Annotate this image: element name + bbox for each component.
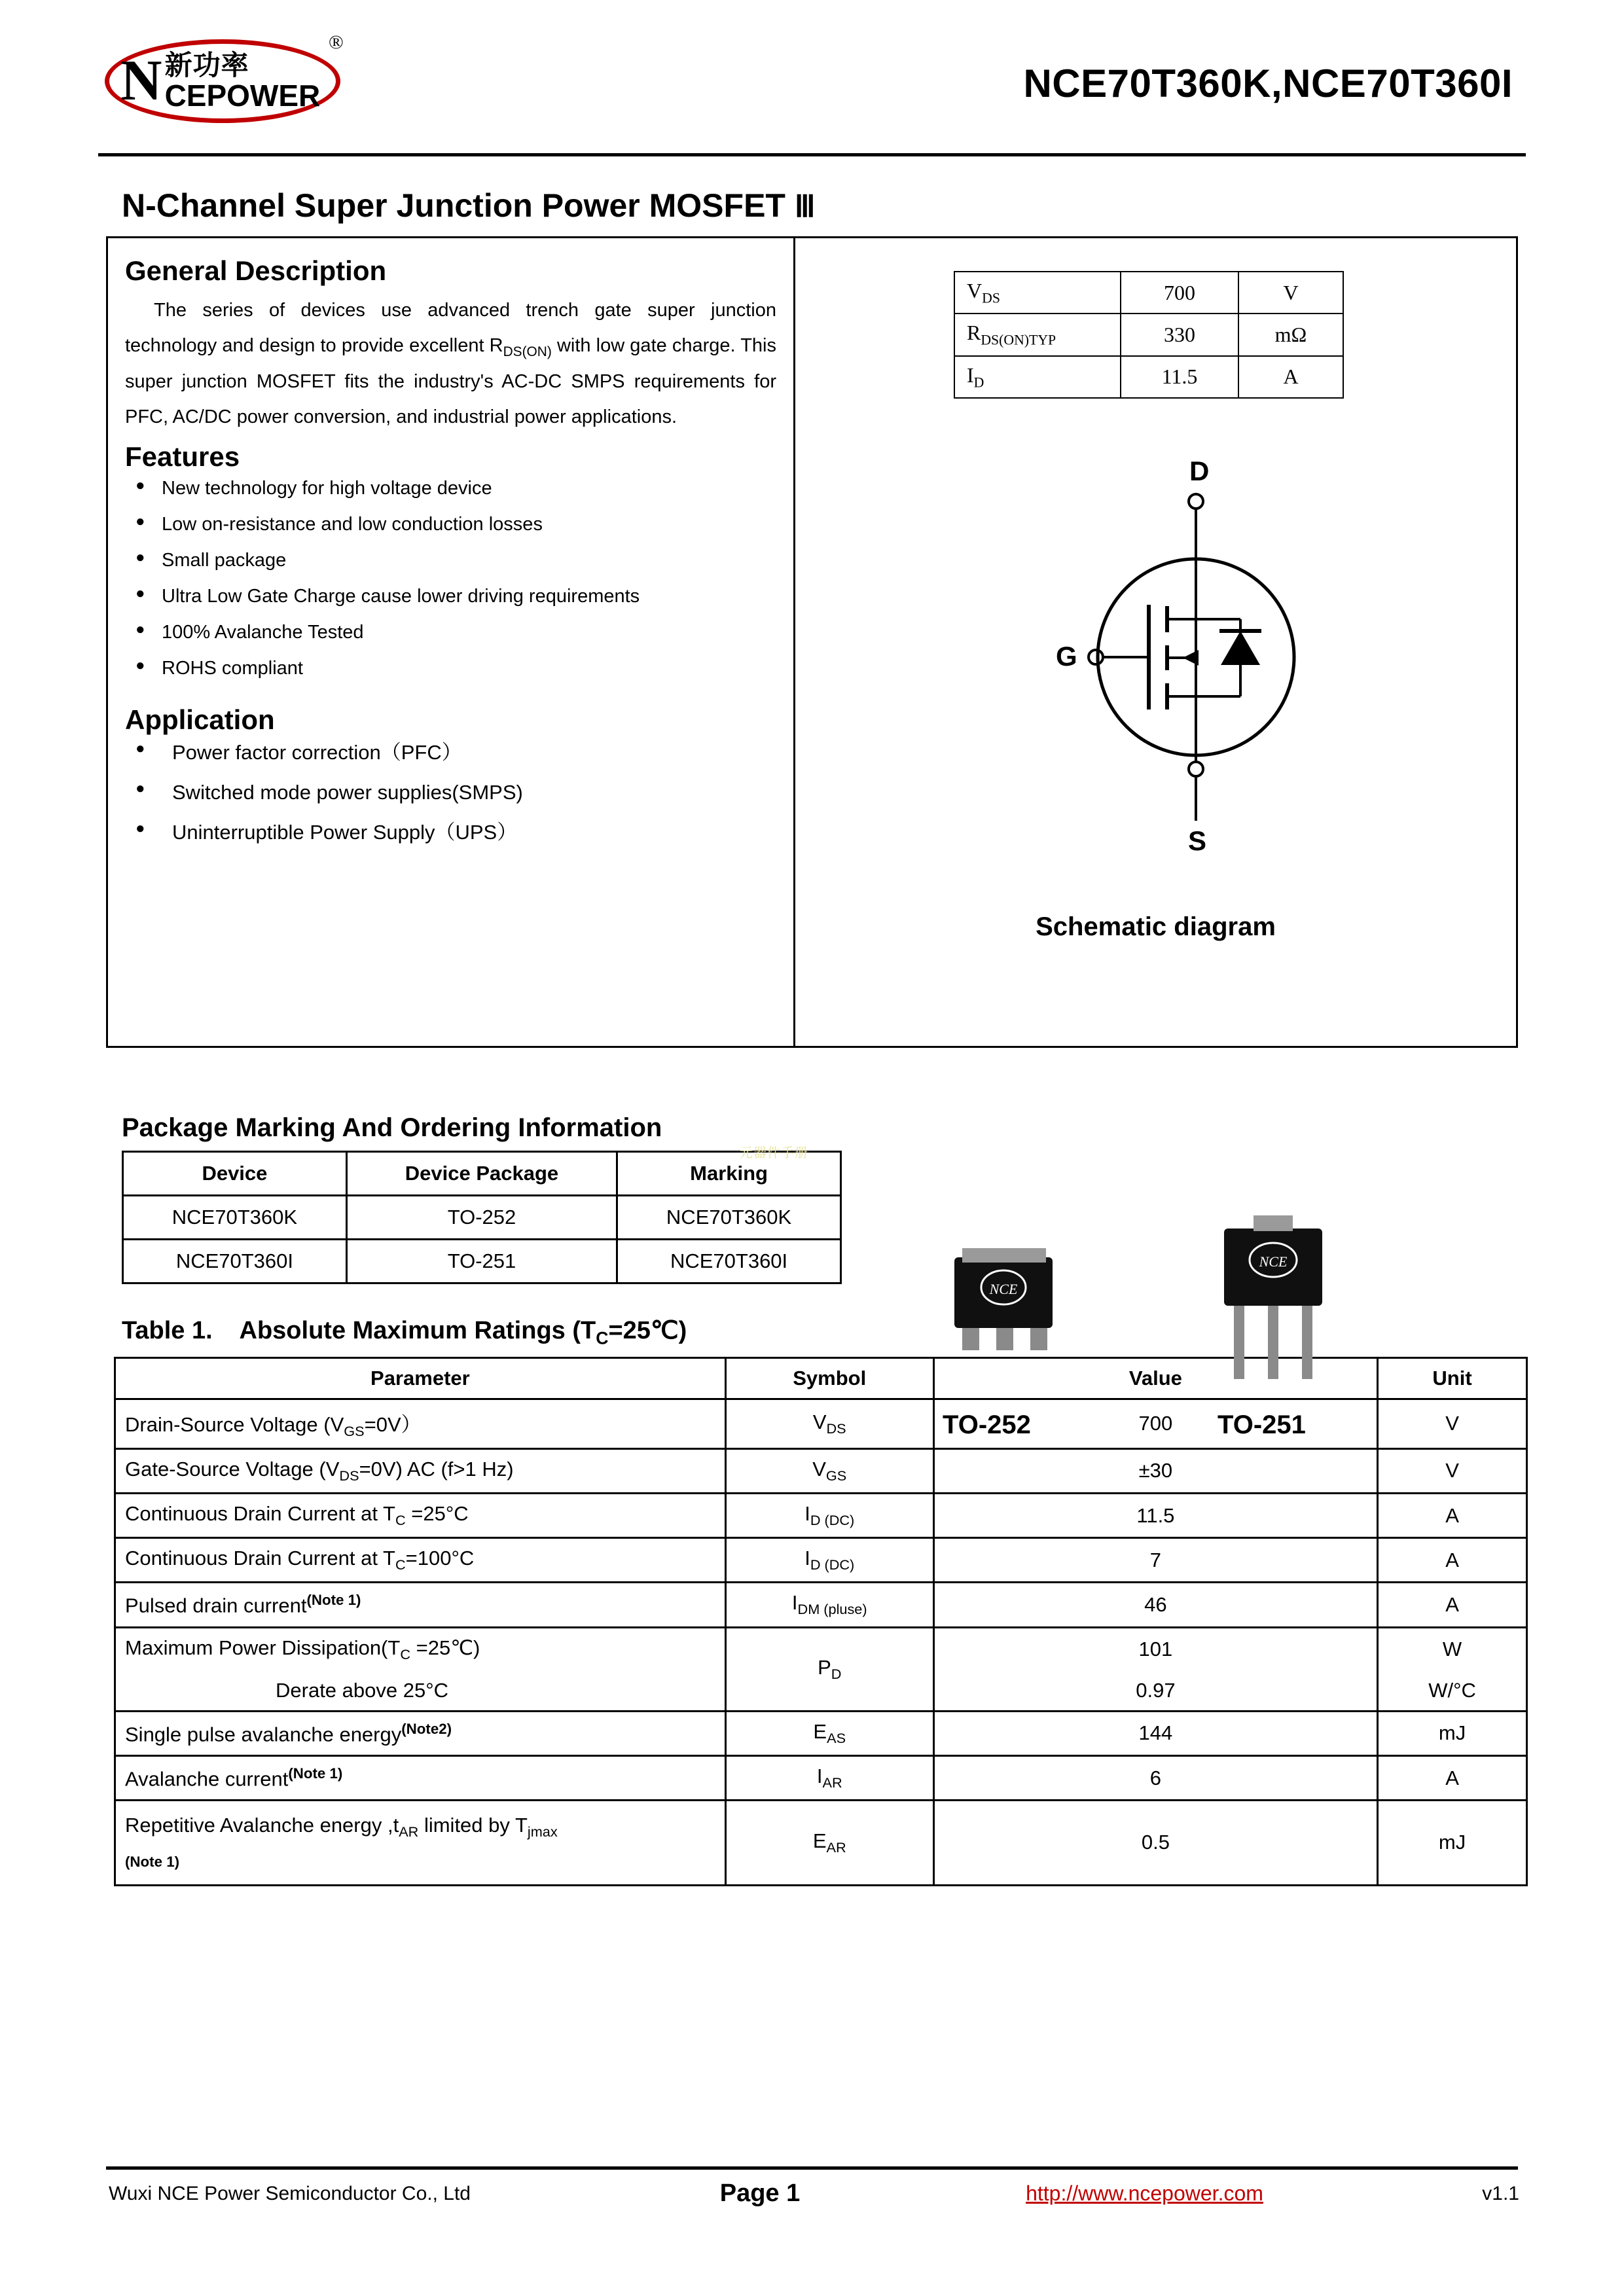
application-heading: Application	[125, 704, 275, 736]
cell-unit: A	[1378, 1755, 1527, 1800]
cell-symbol	[725, 1801, 933, 1886]
symbol-sub: D (DC)	[810, 1556, 855, 1573]
symbol-text: I	[804, 1501, 810, 1525]
param-tail: limited by T	[418, 1814, 528, 1837]
cell-parameter	[115, 1627, 726, 1671]
cell-unit: mJ	[1378, 1801, 1527, 1886]
cell-parameter	[115, 1801, 726, 1886]
param-tail: =0V) AC (f>1 Hz)	[359, 1457, 514, 1480]
table-row	[123, 1196, 841, 1240]
param-sub: AR	[399, 1823, 419, 1840]
table-row	[954, 272, 1343, 314]
ordering-heading: Package Marking And Ordering Information	[122, 1113, 662, 1142]
schematic-caption: Schematic diagram	[1036, 912, 1276, 941]
cell-parameter	[115, 1583, 726, 1627]
part-number-title: NCE70T360K,NCE70T360I	[1023, 61, 1513, 105]
list-item: ● Switched mode power supplies(SMPS)	[125, 782, 776, 802]
package-label-to252: TO-252	[943, 1410, 1031, 1439]
symbol-text: I	[804, 1547, 810, 1570]
features-heading: Features	[125, 441, 240, 473]
col-parameter: Parameter	[115, 1357, 726, 1399]
symbol-sub: DM (pluse)	[797, 1601, 867, 1618]
key-parameters-table	[954, 271, 1344, 399]
symbol-text: V	[812, 1410, 827, 1433]
vds-symbol: V	[967, 279, 983, 302]
cell-symbol	[725, 1493, 933, 1537]
param-text: Single pulse avalanche energy	[125, 1722, 402, 1746]
list-item: ● New technology for high voltage device	[125, 479, 776, 498]
desc-part-1: The series of devices use advanced trench gate super junction technology and design to provide excellent R	[125, 300, 776, 356]
package-drawings-icon	[936, 1214, 1381, 1410]
list-item: ● Ultra Low Gate Charge cause lower driving requirements	[125, 587, 776, 606]
table-row	[115, 1627, 1527, 1671]
param-text: Continuous Drain Current at T	[125, 1501, 395, 1525]
cell-parameter	[115, 1755, 726, 1800]
param-symbol-vds	[954, 272, 1121, 314]
table-row	[115, 1711, 1527, 1755]
col-device: Device	[123, 1152, 347, 1196]
symbol-sub: DS	[826, 1420, 846, 1437]
table-header-row	[123, 1152, 841, 1196]
param-note: (Note2)	[401, 1720, 452, 1737]
param-tail: =100°C	[405, 1547, 475, 1570]
cell-package: TO-251	[346, 1240, 617, 1283]
symbol-text: E	[813, 1719, 827, 1743]
cell-symbol	[725, 1755, 933, 1800]
param-text: Pulsed drain current	[125, 1594, 307, 1617]
cell-unit: W/°C	[1378, 1671, 1527, 1712]
param-unit-id: A	[1238, 356, 1343, 398]
table-row	[115, 1755, 1527, 1800]
symbol-sub: GS	[825, 1467, 847, 1484]
general-description-text	[125, 293, 776, 435]
footer-page-number: Page 1	[719, 2179, 801, 2207]
table1-tail: =25℃)	[608, 1317, 687, 1344]
table-row	[954, 356, 1343, 398]
param-note: (Note 1)	[288, 1765, 343, 1782]
symbol-text: I	[816, 1764, 823, 1787]
svg-text:NCE: NCE	[1259, 1253, 1288, 1270]
cell-unit: V	[1378, 1448, 1527, 1493]
symbol-sub: AR	[826, 1839, 846, 1856]
list-item: ● ROHS compliant	[125, 659, 776, 678]
package-label-to251: TO-251	[1218, 1410, 1306, 1439]
description-column	[108, 238, 795, 1046]
param-tail: =0V）	[364, 1412, 422, 1436]
package-illustrations	[936, 1214, 1381, 1450]
param-text: Gate-Source Voltage (V	[125, 1457, 340, 1480]
page-footer	[98, 2179, 1526, 2208]
id-symbol: I	[967, 363, 974, 387]
param-symbol-rdson	[954, 314, 1121, 355]
application-list	[125, 742, 776, 842]
logo-letter-n: N	[120, 49, 162, 113]
desc-part-2: with low gate charge. This super junction MOSFET fits the industry's AC-DC SMPS requirements for PFC, AC/DC power conversion, and industrial power applications.	[125, 334, 777, 427]
col-value: Value	[933, 1357, 1377, 1399]
symbol-text: V	[812, 1457, 826, 1480]
table-row	[115, 1801, 1527, 1886]
page-title-text: N-Channel Super Junction Power MOSFET	[122, 187, 785, 224]
table-row	[115, 1448, 1527, 1493]
features-list	[125, 479, 776, 678]
cell-symbol	[725, 1627, 933, 1711]
logo-inner	[105, 39, 340, 123]
param-text: Maximum Power Dissipation(T	[125, 1636, 401, 1659]
param-note: (Note 1)	[306, 1592, 361, 1609]
symbol-sub: D	[831, 1665, 842, 1682]
svg-text:NCE: NCE	[989, 1281, 1018, 1297]
rds-symbol: R	[967, 321, 981, 345]
logo-english-name: CEPOWER	[164, 78, 321, 113]
cell-value: 6	[933, 1755, 1377, 1800]
symbol-text: I	[791, 1591, 798, 1615]
page-title-roman: Ⅲ	[794, 190, 817, 223]
id-subscript: D	[973, 374, 984, 391]
cell-parameter	[115, 1448, 726, 1493]
general-description-heading: General Description	[125, 255, 387, 286]
cell-package: TO-252	[346, 1196, 617, 1240]
desc-subscript: DS(ON)	[503, 344, 552, 359]
cell-parameter	[115, 1538, 726, 1583]
mosfet-schematic-icon	[1044, 454, 1358, 880]
schematic-column	[795, 238, 1516, 1046]
param-tail: =25℃)	[410, 1636, 480, 1659]
symbol-text: P	[818, 1655, 831, 1679]
cell-device: NCE70T360K	[123, 1196, 347, 1240]
symbol-sub: AR	[822, 1774, 842, 1791]
param-symbol-id	[954, 356, 1121, 398]
footer-company: Wuxi NCE Power Semiconductor Co., Ltd	[109, 2182, 471, 2204]
param-unit-vds: V	[1238, 272, 1343, 314]
cell-symbol	[725, 1399, 933, 1448]
param-text: Derate above 25°C	[276, 1678, 448, 1702]
cell-value: 700	[933, 1399, 1377, 1448]
table-row	[954, 314, 1343, 355]
param-sub2: jmax	[527, 1823, 558, 1840]
cell-marking: NCE70T360I	[617, 1240, 841, 1283]
watermark-text: 元器件手册	[740, 1146, 808, 1160]
vds-subscript: DS	[982, 290, 1000, 306]
cell-unit: V	[1378, 1399, 1527, 1448]
logo-chinese-name: 新功率	[164, 49, 249, 81]
symbol-text: E	[812, 1829, 827, 1852]
cell-unit: W	[1378, 1627, 1527, 1671]
table1-sub: C	[596, 1328, 609, 1348]
symbol-sub: D (DC)	[810, 1512, 855, 1529]
param-note: (Note 1)	[125, 1854, 180, 1870]
list-item: ● Uninterruptible Power Supply（UPS）	[125, 822, 776, 842]
ordering-table	[122, 1151, 842, 1284]
param-text: Avalanche current	[125, 1767, 289, 1791]
overview-section	[106, 236, 1518, 1048]
list-item: ● Small package	[125, 551, 776, 570]
list-item: ● Power factor correction（PFC）	[125, 742, 776, 762]
footer-version: v1.1	[1482, 2182, 1519, 2204]
param-sub: C	[395, 1556, 406, 1573]
table-row	[115, 1493, 1527, 1537]
cell-marking: NCE70T360K	[617, 1196, 841, 1240]
table-row	[115, 1538, 1527, 1583]
cell-unit: mJ	[1378, 1711, 1527, 1755]
footer-divider	[106, 2166, 1518, 2170]
cell-parameter	[115, 1671, 726, 1712]
page-header	[98, 0, 1526, 151]
col-device-package: Device Package	[346, 1152, 617, 1196]
cell-unit: A	[1378, 1583, 1527, 1627]
cell-value: ±30	[933, 1448, 1377, 1493]
param-text: Repetitive Avalanche energy ,t	[125, 1814, 399, 1837]
list-item: ● 100% Avalanche Tested	[125, 623, 776, 642]
cell-value: 11.5	[933, 1493, 1377, 1537]
registered-trademark-icon: ®	[329, 31, 344, 53]
svg-text:D: D	[1189, 456, 1210, 486]
cell-unit: A	[1378, 1538, 1527, 1583]
cell-parameter	[115, 1711, 726, 1755]
cell-unit: A	[1378, 1493, 1527, 1537]
param-sub: DS	[339, 1467, 359, 1484]
param-sub: C	[400, 1645, 410, 1662]
col-unit: Unit	[1378, 1357, 1527, 1399]
svg-text:S: S	[1188, 825, 1207, 856]
header-divider	[98, 153, 1526, 156]
cell-value: 46	[933, 1583, 1377, 1627]
cell-value: 101	[933, 1627, 1377, 1671]
param-text: Drain-Source Voltage (V	[125, 1412, 344, 1436]
cell-symbol	[725, 1583, 933, 1627]
footer-website-link[interactable]: http://www.ncepower.com	[1026, 2181, 1263, 2205]
table1-label: Table 1.	[122, 1317, 213, 1344]
cell-symbol	[725, 1711, 933, 1755]
col-symbol: Symbol	[725, 1357, 933, 1399]
company-logo	[98, 21, 373, 145]
col-marking: Marking	[617, 1152, 841, 1196]
rds-subscript: DS(ON)TYP	[981, 332, 1056, 348]
param-value-vds: 700	[1121, 272, 1238, 314]
cell-parameter	[115, 1399, 726, 1448]
param-unit-rdson: mΩ	[1238, 314, 1343, 355]
list-item: ● Low on-resistance and low conduction losses	[125, 515, 776, 534]
cell-value: 0.5	[933, 1801, 1377, 1886]
param-sub: GS	[344, 1422, 365, 1439]
cell-device: NCE70T360I	[123, 1240, 347, 1283]
symbol-sub: AS	[827, 1729, 846, 1746]
cell-value: 0.97	[933, 1671, 1377, 1712]
logo-wordmark	[165, 51, 321, 111]
param-tail: =25°C	[405, 1501, 469, 1525]
param-value-rdson: 330	[1121, 314, 1238, 355]
cell-parameter	[115, 1493, 726, 1537]
cell-symbol	[725, 1448, 933, 1493]
table-row	[123, 1240, 841, 1283]
param-sub: C	[395, 1512, 406, 1529]
param-text: Continuous Drain Current at T	[125, 1547, 395, 1570]
cell-value: 144	[933, 1711, 1377, 1755]
table1-name: Absolute Maximum Ratings (T	[239, 1317, 596, 1344]
table-row	[115, 1583, 1527, 1627]
svg-text:G: G	[1056, 641, 1077, 672]
page-title	[122, 187, 1526, 224]
cell-value: 7	[933, 1538, 1377, 1583]
cell-symbol	[725, 1538, 933, 1583]
param-value-id: 11.5	[1121, 356, 1238, 398]
